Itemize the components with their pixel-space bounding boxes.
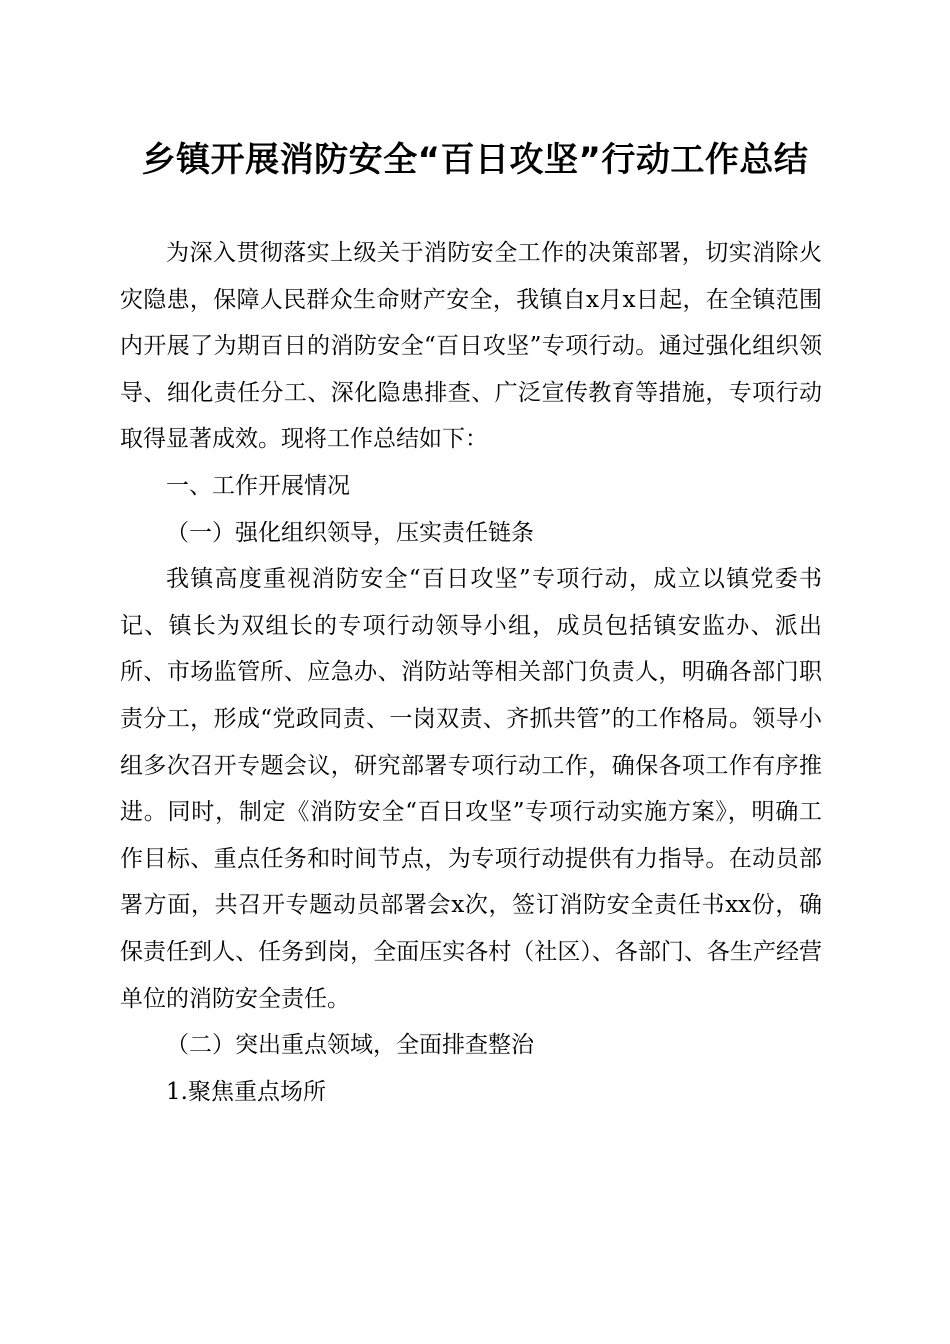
document-title: 乡镇开展消防安全“百日攻坚”行动工作总结 — [141, 140, 809, 180]
organization-paragraph: 我镇高度重视消防安全“百日攻坚”专项行动，成立以镇党委书记、镇长为双组长的专项行动领导小组，成员包括镇安监办、派出所、市场监管所、应急办、消防站等相关部门负责人，明确各部门职责分工，形成“党政同责、一岗双责、齐抓共管”的工作格局。领导小组多次召开专题会议，研究部署专项行动工作，确保各项工作有序推进。同时，制定《消防安全“百日攻坚”专项行动实施方案》，明确工作目标、重点任务和时间节点，为专项行动提供有力指导。在动员部署方面，共召开专题动员部署会x次，签订消防安全责任书xx份，确保责任到人、任务到岗，全面压实各村（社区）、各部门、各生产经营单位的消防安全责任。 — [120, 566, 822, 1012]
section-heading-work-progress: 一、工作开展情况 — [166, 472, 350, 499]
document-body — [120, 230, 822, 1115]
subsection-heading-organization: （一）强化组织领导，压实责任链条 — [166, 519, 534, 546]
intro-paragraph: 为深入贯彻落实上级关于消防安全工作的决策部署，切实消除火灾隐患，保障人民群众生命财产安全，我镇自x月x日起，在全镇范围内开展了为期百日的消防安全“百日攻坚”专项行动。通过强化组织领导、细化责任分工、深化隐患排查、广泛宣传教育等措施，专项行动取得显著成效。现将工作总结如下： — [120, 240, 822, 453]
subsection-heading-key-areas: （二）突出重点领域，全面排查整治 — [166, 1032, 534, 1059]
item-heading-key-places: 1.聚焦重点场所 — [166, 1078, 326, 1105]
